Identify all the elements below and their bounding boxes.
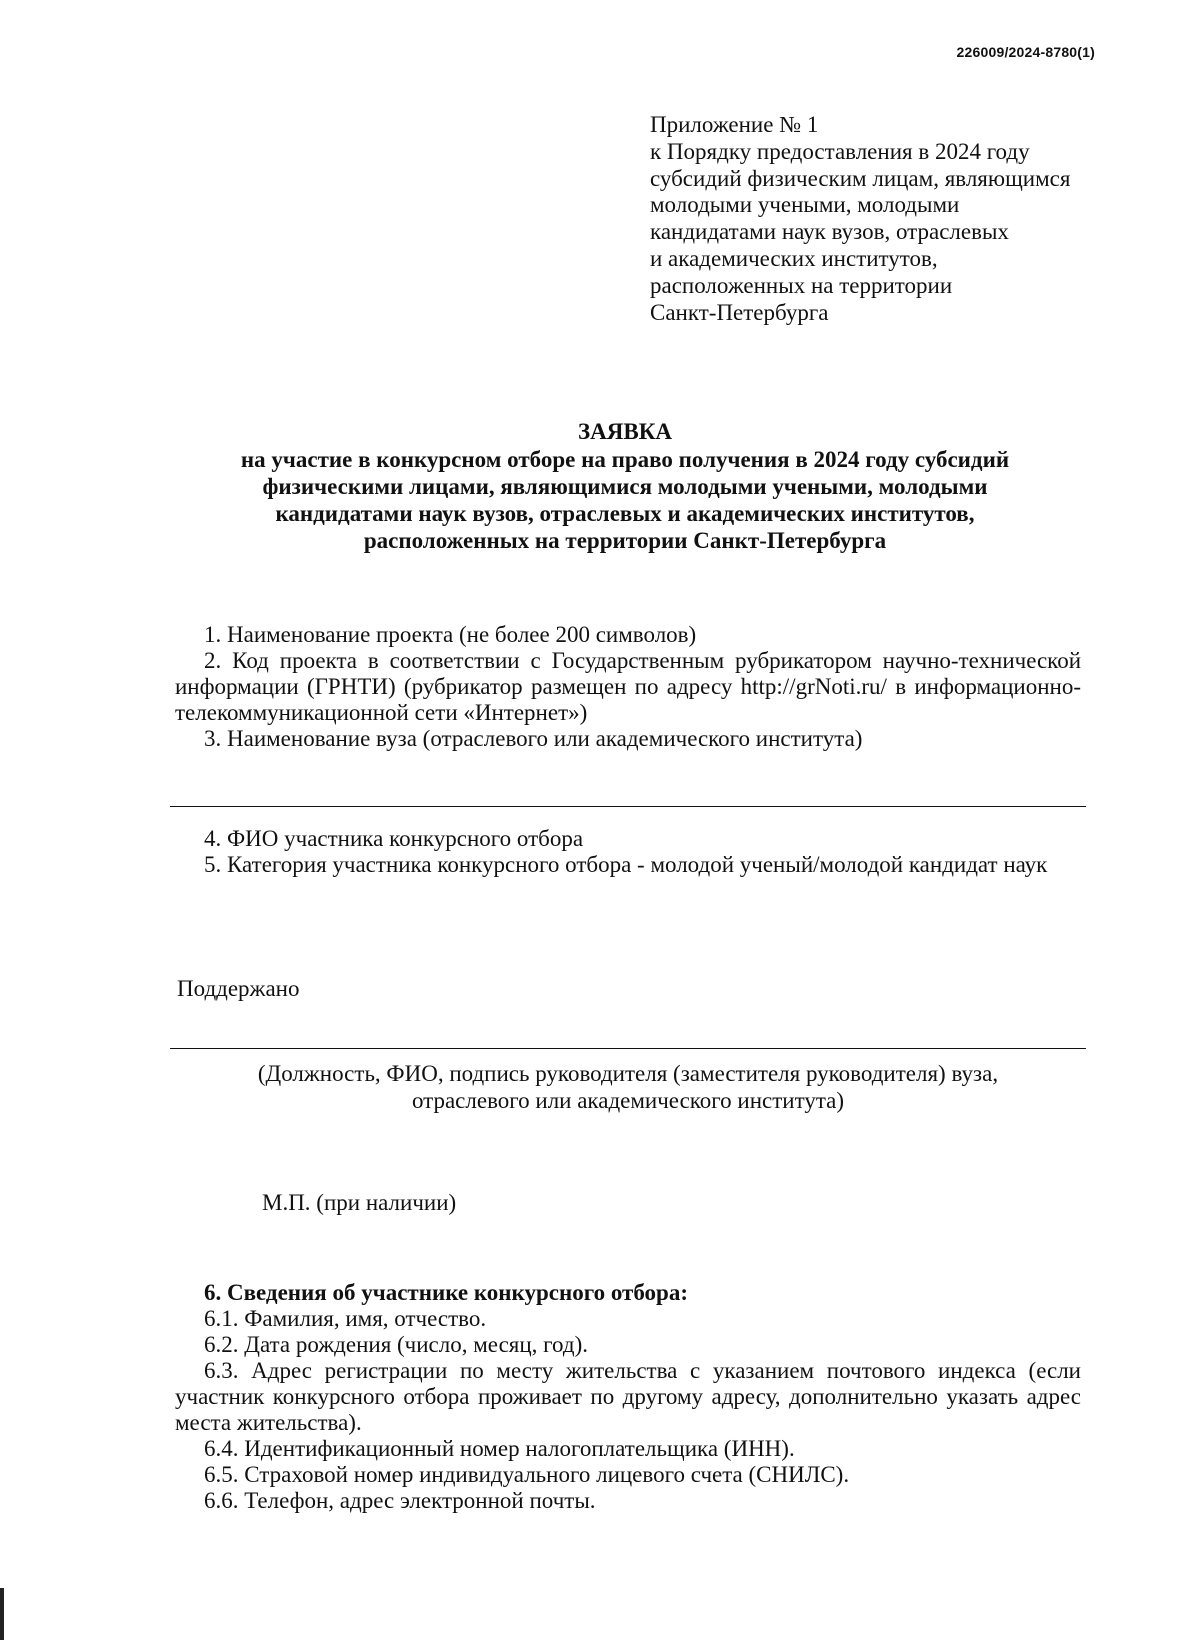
form-items-4-5 bbox=[175, 826, 1081, 878]
section-6 bbox=[175, 1280, 1081, 1514]
scan-edge-mark bbox=[0, 1588, 4, 1640]
section-6-title: 6. Сведения об участнике конкурсного отбора: bbox=[204, 1280, 688, 1305]
title-line: на участие в конкурсном отборе на право получения в 2024 году субсидий bbox=[240, 447, 1010, 472]
appendix-line: к Порядку предоставления в 2024 году bbox=[650, 138, 1030, 164]
item-participant-category: 5. Категория участника конкурсного отбора - молодой ученый/молодой кандидат наук bbox=[204, 852, 1048, 877]
appendix-line: субсидий физическим лицам, являющимся bbox=[650, 165, 1071, 191]
stamp-placeholder: М.П. (при наличии) bbox=[262, 1190, 457, 1215]
caption-line: отраслевого или академического института) bbox=[411, 1088, 845, 1113]
item-university-name: 3. Наименование вуза (отраслевого или академического института) bbox=[204, 726, 863, 751]
appendix-header bbox=[650, 112, 1110, 326]
appendix-line: расположенных на территории bbox=[650, 272, 953, 298]
application-title bbox=[150, 418, 1100, 554]
section-6-item: 6.1. Фамилия, имя, отчество. bbox=[204, 1306, 487, 1331]
appendix-line: молодыми учеными, молодыми bbox=[650, 192, 960, 218]
document-number: 226009/2024-8780(1) bbox=[956, 44, 1095, 60]
appendix-line: Санкт-Петербурга bbox=[650, 299, 829, 325]
section-6-item: 6.6. Телефон, адрес электронной почты. bbox=[204, 1488, 596, 1513]
item-project-name: 1. Наименование проекта (не более 200 символов) bbox=[204, 622, 697, 647]
title-line: физическими лицами, являющимися молодыми учеными, молодыми bbox=[262, 474, 988, 499]
section-6-item: 6.2. Дата рождения (число, месяц, год). bbox=[204, 1332, 588, 1357]
section-6-item: 6.3. Адрес регистрации по месту жительства с указанием почтового индекса (если участник конкурсного отбора проживает по другому адресу, дополнительно указать адрес места жительства). bbox=[175, 1358, 1081, 1435]
page-title: ЗАЯВКА bbox=[578, 419, 672, 444]
item-project-code: 2. Код проекта в соответствии с Государственным рубрикатором научно-технической информации (ГРНТИ) (рубрикатор размещен по адресу http://grNoti.ru/ в информационно-телекоммуникационной сети «Интернет») bbox=[175, 648, 1081, 725]
signature-caption bbox=[175, 1060, 1081, 1114]
signature-line bbox=[170, 1048, 1086, 1049]
fill-line-university bbox=[170, 806, 1086, 807]
form-items-1-3 bbox=[175, 622, 1081, 752]
caption-line: (Должность, ФИО, подпись руководителя (заместителя руководителя) вуза, bbox=[257, 1061, 999, 1086]
title-line: расположенных на территории Санкт-Петербурга bbox=[363, 528, 887, 553]
section-6-item: 6.4. Идентификационный номер налогоплательщика (ИНН). bbox=[204, 1436, 795, 1461]
appendix-line: Приложение № 1 bbox=[650, 112, 819, 137]
appendix-line: и академических институтов, bbox=[650, 245, 938, 271]
section-6-item: 6.5. Страховой номер индивидуального лицевого счета (СНИЛС). bbox=[204, 1462, 850, 1487]
supported-label: Поддержано bbox=[177, 976, 300, 1001]
item-participant-name: 4. ФИО участника конкурсного отбора bbox=[204, 826, 584, 851]
title-line: кандидатами наук вузов, отраслевых и академических институтов, bbox=[275, 501, 975, 526]
appendix-line: кандидатами наук вузов, отраслевых bbox=[650, 219, 1009, 245]
